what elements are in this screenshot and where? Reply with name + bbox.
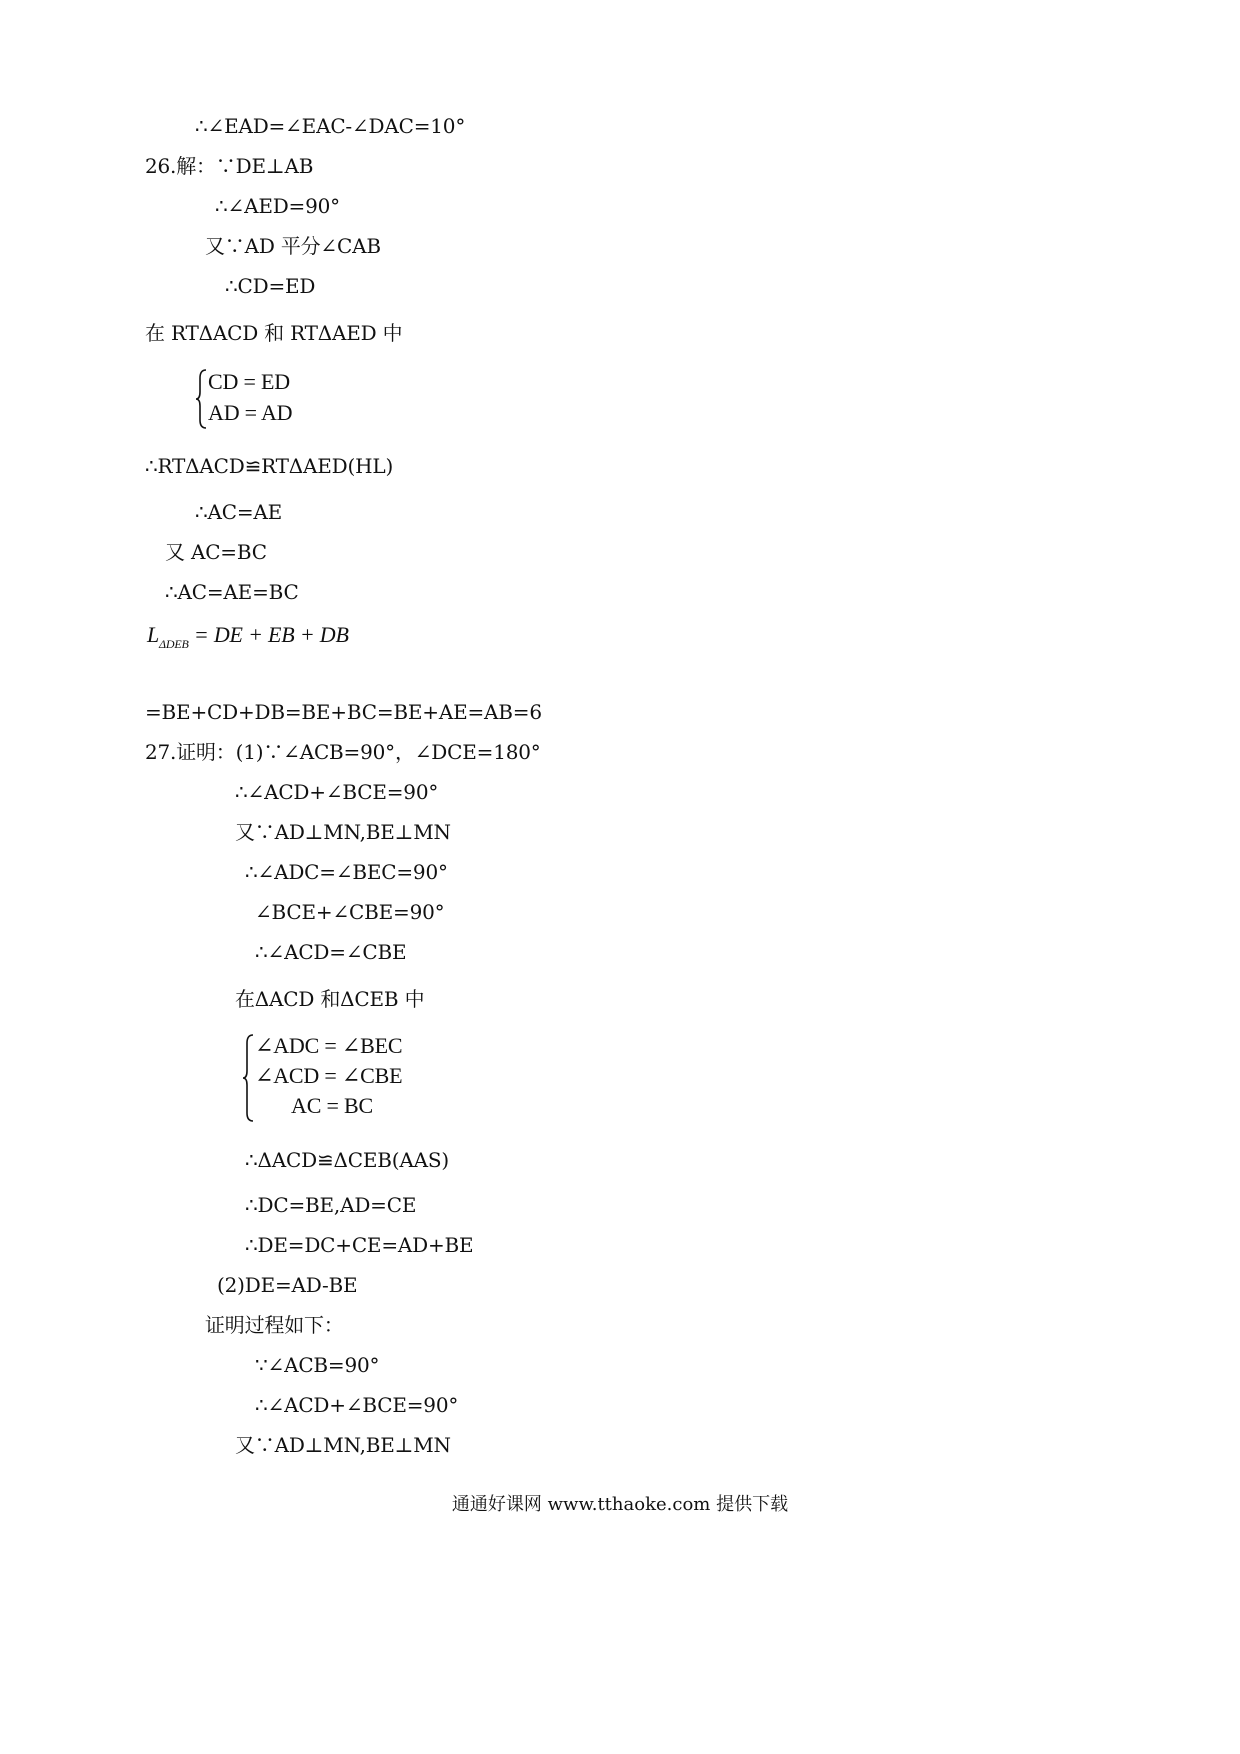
left-brace-1 xyxy=(196,368,208,430)
line-acd-bce-90-2: ∴∠ACD+∠BCE=90° xyxy=(255,1393,459,1417)
line-acd-bce-90: ∴∠ACD+∠BCE=90° xyxy=(235,780,439,804)
line-in-triangles-acd-ceb: 在ΔACD 和ΔCEB 中 xyxy=(235,987,425,1011)
line-ad-bisects: 又∵AD 平分∠CAB xyxy=(205,234,381,258)
line-ac-ae-bc: ∴AC=AE=BC xyxy=(165,580,299,604)
line-aed-90: ∴∠AED=90° xyxy=(215,194,340,218)
line-dc-be-ad-ce: ∴DC=BE,AD=CE xyxy=(245,1193,417,1217)
line-rt-congruent-hl: ∴RTΔACD≌RTΔAED(HL) xyxy=(145,454,394,478)
line-ac-bc: 又 AC=BC xyxy=(165,540,267,564)
equation-ad-ad: AD = AD xyxy=(208,400,293,425)
line-q27-start: 27.证明：(1)∵∠ACB=90°，∠DCE=180° xyxy=(145,740,541,764)
perimeter-formula xyxy=(147,623,349,650)
line-ac-ae: ∴AC=AE xyxy=(195,500,283,524)
line-perpendicular-mn: 又∵AD⊥MN,BE⊥MN xyxy=(235,820,451,844)
line-cd-ed: ∴CD=ED xyxy=(225,274,316,298)
perimeter-subscript: ΔDEB xyxy=(159,637,189,651)
line-q26-start: 26.解：∵DE⊥AB xyxy=(145,154,314,178)
equation-ac-bc: AC = BC xyxy=(291,1093,373,1118)
line-perimeter-value: =BE+CD+DB=BE+BC=BE+AE=AB=6 xyxy=(145,700,542,724)
page-footer: 通通好课网 www.tthaoke.com 提供下载 xyxy=(451,1494,789,1515)
line-congruent-aas: ∴ΔACD≌ΔCEB(AAS) xyxy=(245,1148,449,1172)
equation-adc-bec: ∠ADC = ∠BEC xyxy=(255,1033,403,1058)
line-acd-cbe: ∴∠ACD=∠CBE xyxy=(255,940,407,964)
equation-acd-cbe: ∠ACD = ∠CBE xyxy=(255,1063,403,1088)
left-brace-2 xyxy=(243,1033,255,1123)
line-in-rt-triangles: 在 RTΔACD 和 RTΔAED 中 xyxy=(145,321,403,345)
line-de-sum: ∴DE=DC+CE=AD+BE xyxy=(245,1233,474,1257)
equation-cd-ed: CD = ED xyxy=(208,369,290,394)
line-ead-angle: ∴∠EAD=∠EAC-∠DAC=10° xyxy=(195,114,466,138)
line-proof-process: 证明过程如下： xyxy=(205,1313,344,1337)
line-adc-bec-90: ∴∠ADC=∠BEC=90° xyxy=(245,860,448,884)
line-acb-90: ∵∠ACB=90° xyxy=(255,1353,380,1377)
line-bce-cbe-90: ∠BCE+∠CBE=90° xyxy=(255,900,445,924)
perimeter-symbol: L xyxy=(147,622,160,647)
line-part2-claim: (2)DE=AD-BE xyxy=(217,1273,358,1297)
perimeter-expression: = DE + EB + DB xyxy=(188,622,349,647)
line-perpendicular-mn-2: 又∵AD⊥MN,BE⊥MN xyxy=(235,1433,451,1457)
